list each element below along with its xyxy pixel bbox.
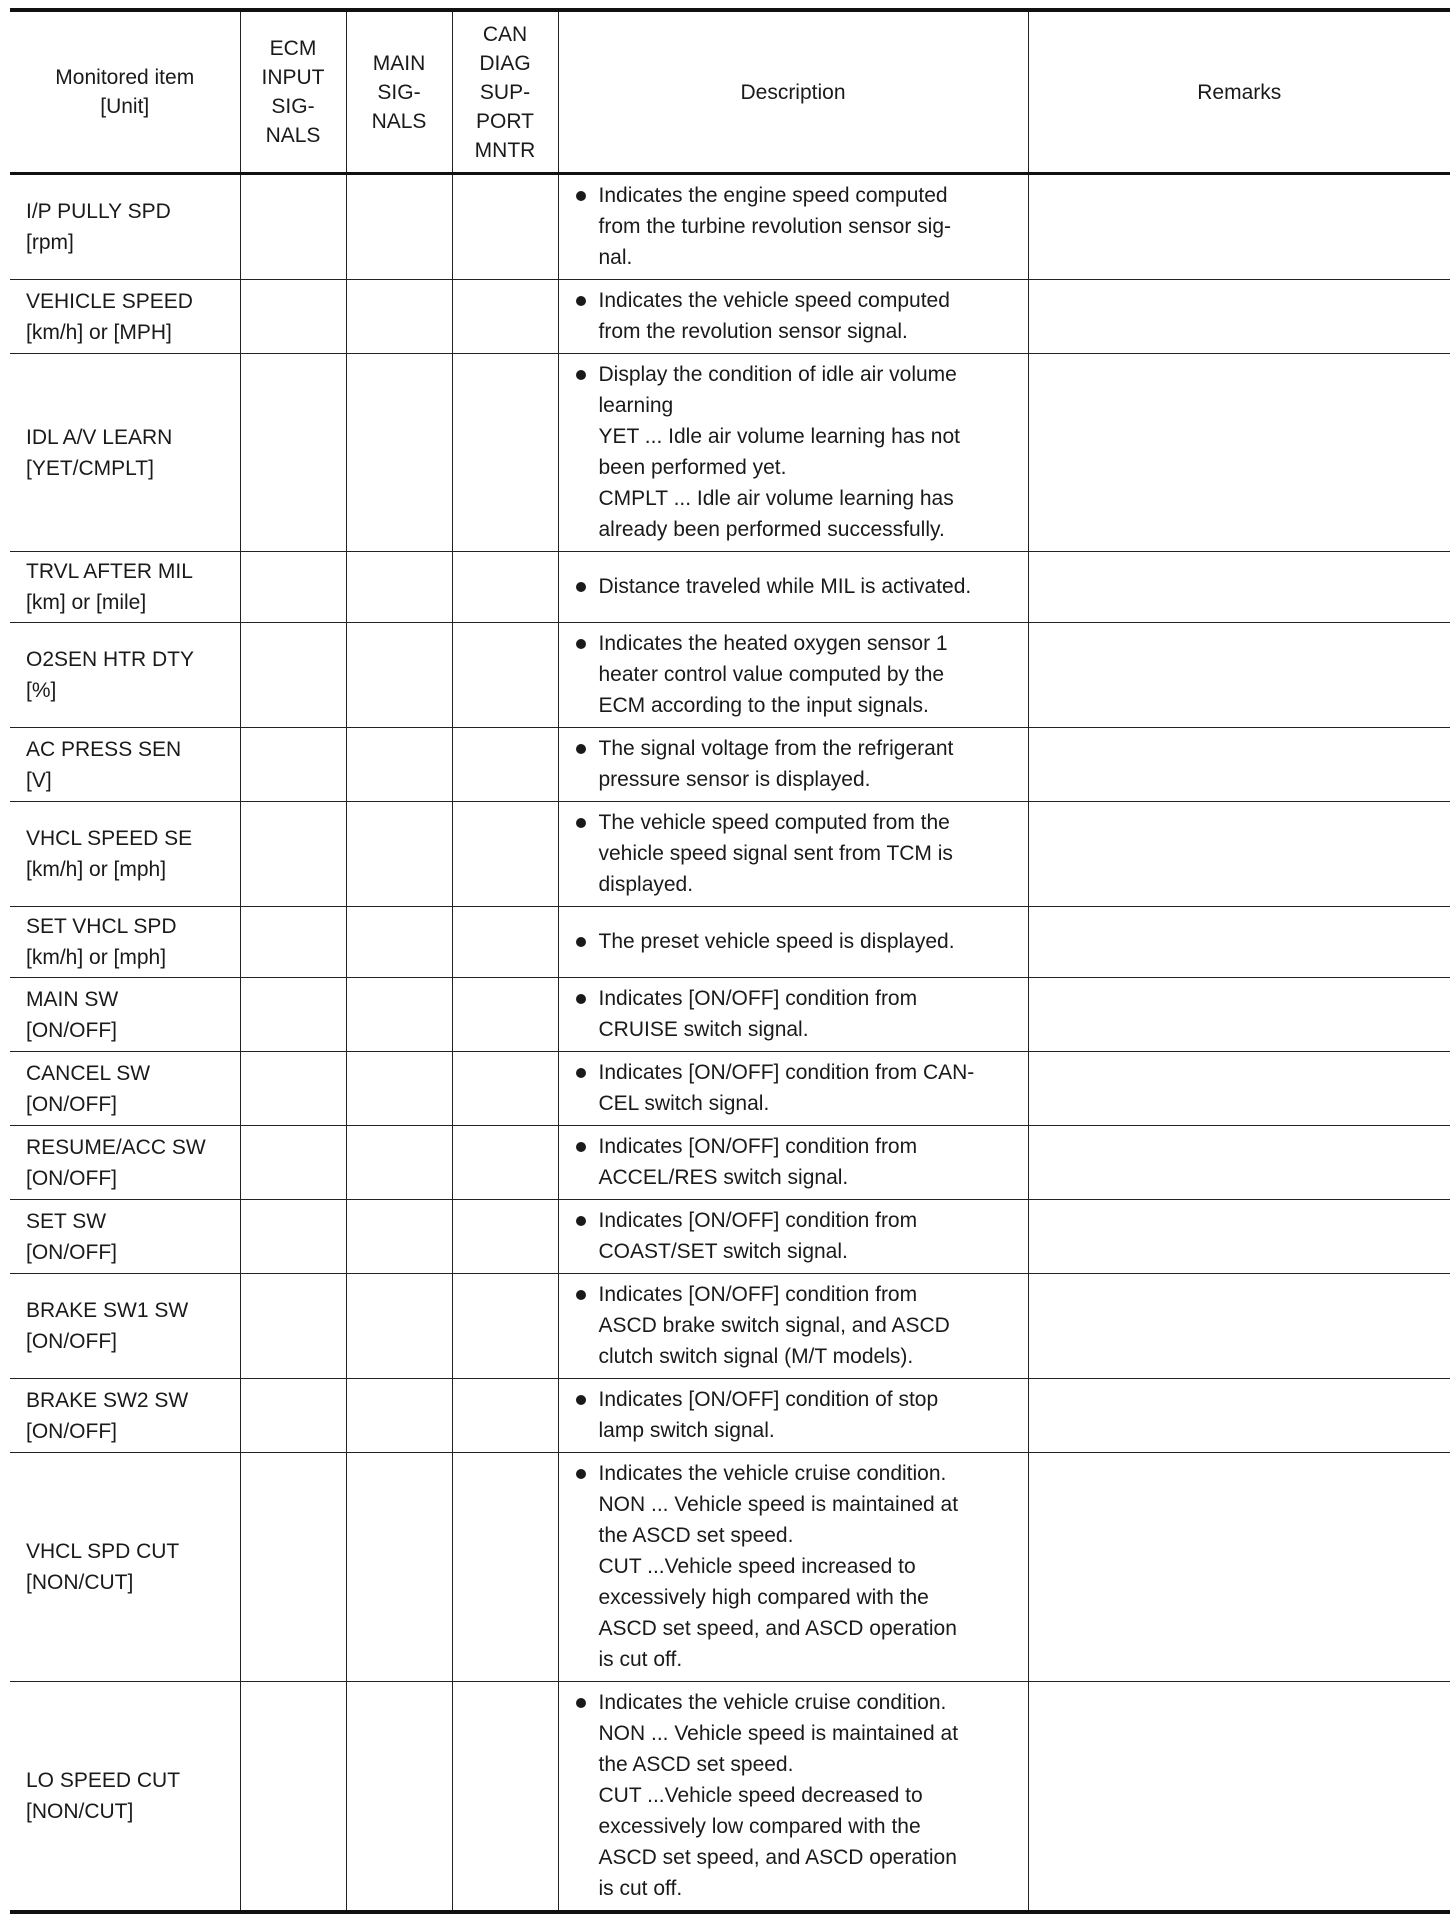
monitored-item-unit: [ON/OFF] [26,1092,117,1116]
description-line: The vehicle speed computed from the [598,811,950,834]
monitored-item-unit: [ON/OFF] [26,1330,117,1353]
description-bullet-item [573,1687,1022,1904]
remarks-cell [1028,1274,1450,1379]
description-line: ECM according to the input signals. [598,694,929,717]
ecm-input-cell [240,907,346,978]
monitored-item-unit: [km/h] or [mph] [26,858,167,881]
header-ecm-input-signals [240,10,346,174]
monitored-item-cell [10,1379,240,1453]
description-cell [558,552,1028,623]
description-bullet-item [573,983,1022,1045]
description-line: NON ... Vehicle speed is maintained at [598,1493,959,1516]
description-line: been performed yet. [598,456,787,479]
main-signals-cell [346,978,452,1052]
ecm-input-cell [240,174,346,280]
ecm-input-cell [240,1200,346,1274]
monitored-item-name: BRAKE SW1 SW [26,1299,189,1322]
monitored-item-unit: [NON/CUT] [26,1800,134,1823]
description-line: clutch switch signal (M/T models). [598,1345,914,1368]
main-signals-cell [346,552,452,623]
monitored-item-unit: [%] [26,679,57,702]
can-diag-cell [452,728,558,802]
bullet-icon [573,359,599,545]
table-row [10,1379,1450,1453]
description-line: NON ... Vehicle speed is maintained at [598,1722,959,1745]
description-line: CMPLT ... Idle air volume learning has [598,487,954,510]
monitored-item-cell [10,978,240,1052]
can-diag-cell [452,1200,558,1274]
header-can-line1: CAN [482,22,528,46]
can-diag-cell [452,623,558,728]
description-line: ASCD set speed, and ASCD operation [598,1846,957,1869]
description-line: COAST/SET switch signal. [598,1240,848,1263]
monitored-item-name: AC PRESS SEN [26,737,182,761]
ecm-input-cell [240,552,346,623]
bullet-icon [573,926,599,957]
header-monitored-item-line1: Monitored item [55,66,195,89]
main-signals-cell [346,1274,452,1379]
monitored-item-cell [10,280,240,354]
ecm-input-cell [240,1052,346,1126]
monitored-item-cell [10,623,240,728]
header-ecm-line4: NALS [265,124,321,147]
description-text [599,180,952,273]
description-bullet-item [573,571,1022,602]
header-main-signals [346,10,452,174]
description-cell [558,1052,1028,1126]
description-bullet-item [573,733,1022,795]
remarks-cell [1028,354,1450,552]
description-line: CEL switch signal. [598,1092,770,1115]
bullet-icon [573,807,599,900]
table-row [10,174,1450,280]
header-remarks: Remarks [1028,10,1450,174]
monitored-item-unit: [ON/OFF] [26,1018,117,1042]
description-cell [558,1126,1028,1200]
ecm-input-cell [240,1274,346,1379]
ecm-input-cell [240,623,346,728]
description-bullet-item [573,1205,1022,1267]
description-line: ACCEL/RES switch signal. [598,1166,849,1189]
header-can-line5: MNTR [474,138,536,162]
table-row [10,623,1450,728]
description-line: pressure sensor is displayed. [598,768,871,791]
table-row [10,978,1450,1052]
description-cell [558,1200,1028,1274]
monitored-item-name: LO SPEED CUT [26,1769,181,1792]
description-text [599,807,953,900]
monitor-table-container [10,8,1450,1914]
description-cell [558,354,1028,552]
description-bullet-item [573,926,1022,957]
description-line: Indicates [ON/OFF] condition from [598,1135,918,1158]
bullet-icon [573,1057,599,1119]
description-line: Display the condition of idle air volume [598,363,957,386]
description-cell [558,623,1028,728]
main-signals-cell [346,1453,452,1682]
description-line: Indicates [ON/OFF] condition from [598,1283,918,1306]
description-line: Indicates [ON/OFF] condition from CAN- [598,1061,975,1084]
monitored-item-name: VHCL SPEED SE [26,827,193,850]
monitored-item-name: TRVL AFTER MIL [26,560,193,583]
main-signals-cell [346,280,452,354]
monitored-item-cell [10,174,240,280]
description-bullet-item [573,1458,1022,1675]
monitored-item-name: RESUME/ACC SW [26,1135,206,1159]
main-signals-cell [346,1682,452,1913]
description-line: heater control value computed by the [598,663,945,686]
description-line: Indicates [ON/OFF] condition from [598,987,918,1010]
monitored-item-unit: [ON/OFF] [26,1419,117,1443]
can-diag-cell [452,802,558,907]
table-body [10,174,1450,1913]
table-row [10,1274,1450,1379]
table-row [10,552,1450,623]
header-can-line2: DIAG [479,51,531,75]
description-bullet-item [573,628,1022,721]
description-bullet-item [573,1131,1022,1193]
main-signals-cell [346,354,452,552]
can-diag-cell [452,1682,558,1913]
description-line: Indicates the vehicle cruise condition. [598,1462,947,1485]
bullet-icon [573,1131,599,1193]
description-line: lamp switch signal. [598,1419,775,1442]
monitored-item-name: SET SW [26,1209,107,1233]
monitored-item-cell [10,1274,240,1379]
table-row [10,1052,1450,1126]
can-diag-cell [452,354,558,552]
bullet-icon [573,1384,599,1446]
table-header-row [10,10,1450,174]
description-text [599,1384,939,1446]
remarks-cell [1028,907,1450,978]
monitored-item-cell [10,1200,240,1274]
remarks-cell [1028,623,1450,728]
monitored-item-unit: [km/h] or [mph] [26,946,167,969]
header-main-line1: MAIN [372,51,426,75]
description-cell [558,1682,1028,1913]
description-line: nal. [598,246,633,269]
remarks-cell [1028,174,1450,280]
monitored-item-unit: [V] [26,768,52,792]
header-can-line3: SUP- [479,80,531,104]
monitored-item-cell [10,1453,240,1682]
description-line: the ASCD set speed. [598,1524,794,1547]
monitored-items-table [10,8,1450,1914]
description-line: is cut off. [598,1648,683,1671]
description-text [599,1687,959,1904]
description-line: Distance traveled while MIL is activated. [598,575,972,598]
monitored-item-name: VEHICLE SPEED [26,289,193,313]
main-signals-cell [346,174,452,280]
ecm-input-cell [240,802,346,907]
description-cell [558,802,1028,907]
description-text [599,926,955,957]
monitored-item-cell [10,1052,240,1126]
header-ecm-line1: ECM [269,37,317,60]
description-line: from the revolution sensor signal. [598,320,908,343]
monitored-item-name: I/P PULLY SPD [26,200,171,223]
bullet-icon [573,733,599,795]
description-line: YET ... Idle air volume learning has not [598,425,960,448]
monitored-item-cell [10,1126,240,1200]
table-row [10,1453,1450,1682]
ecm-input-cell [240,978,346,1052]
can-diag-cell [452,1126,558,1200]
monitored-item-cell [10,907,240,978]
bullet-icon [573,628,599,721]
description-line: learning [598,394,674,417]
can-diag-cell [452,1379,558,1453]
bullet-icon [573,180,599,273]
ecm-input-cell [240,354,346,552]
monitored-item-name: IDL A/V LEARN [26,425,173,449]
description-text [599,628,948,721]
main-signals-cell [346,623,452,728]
monitored-item-name: CANCEL SW [26,1061,151,1085]
table-row [10,280,1450,354]
description-bullet-item [573,1057,1022,1119]
description-cell [558,1453,1028,1682]
ecm-input-cell [240,1379,346,1453]
description-bullet-item [573,285,1022,347]
table-row [10,1126,1450,1200]
monitored-item-unit: [km/h] or [MPH] [26,320,172,344]
description-line: CUT ...Vehicle speed increased to [598,1555,916,1578]
main-signals-cell [346,1052,452,1126]
description-text [599,1458,959,1675]
description-line: Indicates the heated oxygen sensor 1 [598,632,948,655]
can-diag-cell [452,1453,558,1682]
main-signals-cell [346,1200,452,1274]
monitored-item-name: VHCL SPD CUT [26,1540,180,1563]
description-line: CUT ...Vehicle speed decreased to [598,1784,923,1807]
description-line: Indicates [ON/OFF] condition of stop [598,1388,939,1411]
can-diag-cell [452,978,558,1052]
remarks-cell [1028,1052,1450,1126]
description-text [599,571,972,602]
can-diag-cell [452,1274,558,1379]
bullet-icon [573,1279,599,1372]
ecm-input-cell [240,1682,346,1913]
bullet-icon [573,1205,599,1267]
ecm-input-cell [240,1453,346,1682]
description-cell [558,280,1028,354]
description-line: vehicle speed signal sent from TCM is [598,842,953,865]
description-text [599,1279,950,1372]
description-line: The preset vehicle speed is displayed. [598,930,955,953]
remarks-cell [1028,802,1450,907]
main-signals-cell [346,1126,452,1200]
table-row [10,1682,1450,1913]
description-bullet-item [573,359,1022,545]
description-line: ASCD brake switch signal, and ASCD [598,1314,950,1337]
monitored-item-cell [10,354,240,552]
header-main-line2: SIG- [377,80,421,104]
description-cell [558,1379,1028,1453]
description-line: is cut off. [598,1877,683,1900]
remarks-cell [1028,1200,1450,1274]
monitored-item-name: SET VHCL SPD [26,915,177,938]
description-line: excessively high compared with the [598,1586,929,1609]
main-signals-cell [346,1379,452,1453]
monitored-item-name: BRAKE SW2 SW [26,1388,189,1412]
description-bullet-item [573,180,1022,273]
description-text [599,1057,975,1119]
description-text [599,1131,918,1193]
description-line: CRUISE switch signal. [598,1018,809,1041]
description-line: The signal voltage from the refrigerant [598,737,954,760]
description-text [599,733,954,795]
description-text [599,359,960,545]
header-can-diag-support-monitor [452,10,558,174]
monitored-item-cell [10,552,240,623]
description-line: Indicates the vehicle cruise condition. [598,1691,947,1714]
monitored-item-cell [10,728,240,802]
description-bullet-item [573,1279,1022,1372]
remarks-cell [1028,552,1450,623]
bullet-icon [573,1458,599,1675]
remarks-cell [1028,978,1450,1052]
remarks-cell [1028,1682,1450,1913]
header-can-line4: PORT [476,109,534,133]
description-cell [558,978,1028,1052]
description-text [599,1205,918,1267]
monitored-item-unit: [ON/OFF] [26,1166,117,1190]
table-row [10,802,1450,907]
can-diag-cell [452,907,558,978]
description-line: ASCD set speed, and ASCD operation [598,1617,957,1640]
remarks-cell [1028,280,1450,354]
main-signals-cell [346,907,452,978]
remarks-cell [1028,1379,1450,1453]
table-row [10,1200,1450,1274]
header-monitored-item [10,10,240,174]
can-diag-cell [452,174,558,280]
description-line: the ASCD set speed. [598,1753,794,1776]
monitored-item-name: O2SEN HTR DTY [26,648,195,671]
header-monitored-item-line2: [Unit] [100,95,150,118]
can-diag-cell [452,280,558,354]
can-diag-cell [452,1052,558,1126]
ecm-input-cell [240,1126,346,1200]
monitored-item-unit: [rpm] [26,231,74,254]
monitored-item-unit: [km] or [mile] [26,591,147,614]
description-bullet-item [573,807,1022,900]
description-text [599,285,950,347]
remarks-cell [1028,728,1450,802]
description-line: already been performed successfully. [598,518,945,541]
description-line: Indicates the vehicle speed computed [598,289,950,312]
ecm-input-cell [240,728,346,802]
ecm-input-cell [240,280,346,354]
description-bullet-item [573,1384,1022,1446]
monitored-item-cell [10,802,240,907]
header-main-line3: NALS [371,109,427,133]
description-line: from the turbine revolution sensor sig- [598,215,951,238]
monitored-item-name: MAIN SW [26,987,119,1011]
description-cell [558,174,1028,280]
description-cell [558,1274,1028,1379]
bullet-icon [573,1687,599,1904]
monitored-item-cell [10,1682,240,1913]
header-ecm-line2: INPUT [261,66,325,89]
table-row [10,728,1450,802]
header-description: Description [558,10,1028,174]
table-row [10,907,1450,978]
description-line: Indicates the engine speed computed [598,184,948,207]
description-cell [558,907,1028,978]
bullet-icon [573,571,599,602]
main-signals-cell [346,728,452,802]
can-diag-cell [452,552,558,623]
description-text [599,983,918,1045]
monitored-item-unit: [YET/CMPLT] [26,456,154,480]
monitored-item-unit: [ON/OFF] [26,1240,117,1264]
header-ecm-line3: SIG- [271,95,315,118]
monitored-item-unit: [NON/CUT] [26,1571,134,1594]
description-line: excessively low compared with the [598,1815,921,1838]
bullet-icon [573,285,599,347]
description-cell [558,728,1028,802]
remarks-cell [1028,1126,1450,1200]
table-row [10,354,1450,552]
description-line: Indicates [ON/OFF] condition from [598,1209,918,1232]
description-line: displayed. [598,873,694,896]
main-signals-cell [346,802,452,907]
remarks-cell [1028,1453,1450,1682]
bullet-icon [573,983,599,1045]
